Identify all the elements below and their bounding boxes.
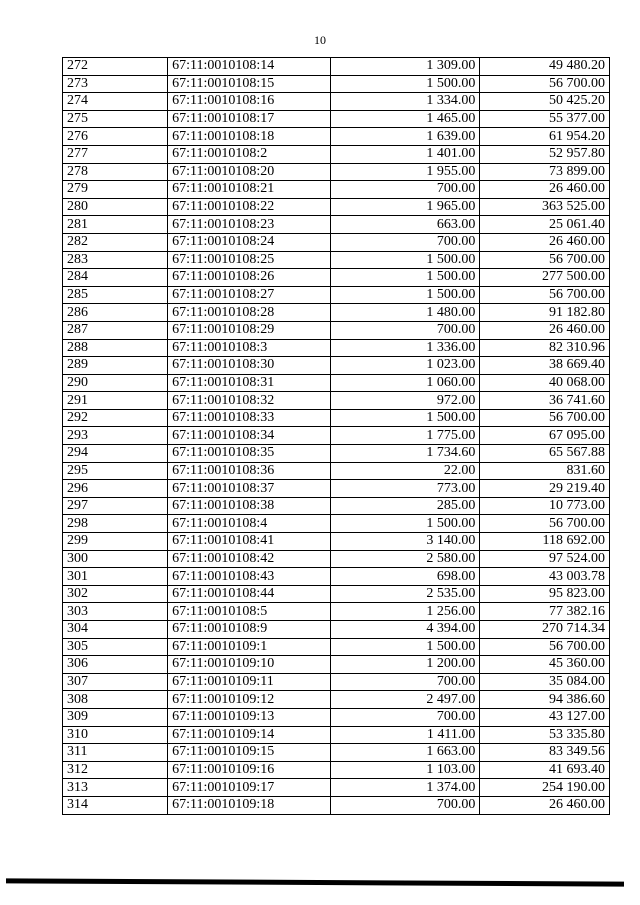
cadastral-number-cell: 67:11:0010108:27 bbox=[168, 286, 331, 304]
area-cell: 1 023.00 bbox=[331, 357, 480, 375]
table-row bbox=[63, 110, 610, 128]
table-row bbox=[63, 603, 610, 621]
row-number-cell: 290 bbox=[63, 374, 168, 392]
value-cell: 56 700.00 bbox=[480, 409, 610, 427]
table-row bbox=[63, 233, 610, 251]
table-row bbox=[63, 145, 610, 163]
table-row bbox=[63, 550, 610, 568]
area-cell: 700.00 bbox=[331, 796, 480, 814]
cadastral-number-cell: 67:11:0010108:18 bbox=[168, 128, 331, 146]
area-cell: 1 480.00 bbox=[331, 304, 480, 322]
row-number-cell: 298 bbox=[63, 515, 168, 533]
value-cell: 26 460.00 bbox=[480, 233, 610, 251]
row-number-cell: 295 bbox=[63, 462, 168, 480]
table-body bbox=[63, 58, 610, 815]
row-number-cell: 311 bbox=[63, 744, 168, 762]
table-row bbox=[63, 744, 610, 762]
table-row bbox=[63, 533, 610, 551]
row-number-cell: 293 bbox=[63, 427, 168, 445]
area-cell: 1 465.00 bbox=[331, 110, 480, 128]
row-number-cell: 299 bbox=[63, 533, 168, 551]
area-cell: 4 394.00 bbox=[331, 621, 480, 639]
cadastral-number-cell: 67:11:0010108:41 bbox=[168, 533, 331, 551]
area-cell: 1 500.00 bbox=[331, 409, 480, 427]
area-cell: 1 309.00 bbox=[331, 58, 480, 76]
table-row bbox=[63, 339, 610, 357]
cadastral-number-cell: 67:11:0010108:4 bbox=[168, 515, 331, 533]
cadastral-number-cell: 67:11:0010109:10 bbox=[168, 656, 331, 674]
area-cell: 1 103.00 bbox=[331, 761, 480, 779]
value-cell: 82 310.96 bbox=[480, 339, 610, 357]
row-number-cell: 277 bbox=[63, 145, 168, 163]
table-row bbox=[63, 779, 610, 797]
cadastral-number-cell: 67:11:0010108:21 bbox=[168, 181, 331, 199]
table-row bbox=[63, 480, 610, 498]
table-row bbox=[63, 726, 610, 744]
cadastral-number-cell: 67:11:0010109:17 bbox=[168, 779, 331, 797]
row-number-cell: 291 bbox=[63, 392, 168, 410]
table-row bbox=[63, 392, 610, 410]
cadastral-number-cell: 67:11:0010108:32 bbox=[168, 392, 331, 410]
cadastral-number-cell: 67:11:0010108:28 bbox=[168, 304, 331, 322]
area-cell: 1 500.00 bbox=[331, 251, 480, 269]
value-cell: 55 377.00 bbox=[480, 110, 610, 128]
value-cell: 77 382.16 bbox=[480, 603, 610, 621]
value-cell: 43 003.78 bbox=[480, 568, 610, 586]
cadastral-number-cell: 67:11:0010109:15 bbox=[168, 744, 331, 762]
cadastral-number-cell: 67:11:0010108:9 bbox=[168, 621, 331, 639]
table-row bbox=[63, 673, 610, 691]
cadastral-number-cell: 67:11:0010109:16 bbox=[168, 761, 331, 779]
area-cell: 1 500.00 bbox=[331, 75, 480, 93]
area-cell: 1 500.00 bbox=[331, 286, 480, 304]
table-row bbox=[63, 568, 610, 586]
row-number-cell: 286 bbox=[63, 304, 168, 322]
table-row bbox=[63, 621, 610, 639]
area-cell: 1 500.00 bbox=[331, 269, 480, 287]
area-cell: 1 411.00 bbox=[331, 726, 480, 744]
area-cell: 22.00 bbox=[331, 462, 480, 480]
table-row bbox=[63, 691, 610, 709]
area-cell: 1 500.00 bbox=[331, 638, 480, 656]
area-cell: 700.00 bbox=[331, 321, 480, 339]
area-cell: 972.00 bbox=[331, 392, 480, 410]
cadastral-number-cell: 67:11:0010108:17 bbox=[168, 110, 331, 128]
area-cell: 700.00 bbox=[331, 708, 480, 726]
area-cell: 1 060.00 bbox=[331, 374, 480, 392]
cadastral-number-cell: 67:11:0010108:22 bbox=[168, 198, 331, 216]
cadastral-number-cell: 67:11:0010109:11 bbox=[168, 673, 331, 691]
area-cell: 2 497.00 bbox=[331, 691, 480, 709]
value-cell: 61 954.20 bbox=[480, 128, 610, 146]
cadastral-number-cell: 67:11:0010109:13 bbox=[168, 708, 331, 726]
row-number-cell: 292 bbox=[63, 409, 168, 427]
area-cell: 2 535.00 bbox=[331, 585, 480, 603]
cadastral-number-cell: 67:11:0010108:24 bbox=[168, 233, 331, 251]
table-row bbox=[63, 321, 610, 339]
value-cell: 36 741.60 bbox=[480, 392, 610, 410]
table-row bbox=[63, 269, 610, 287]
cadastral-number-cell: 67:11:0010108:44 bbox=[168, 585, 331, 603]
row-number-cell: 284 bbox=[63, 269, 168, 287]
row-number-cell: 313 bbox=[63, 779, 168, 797]
row-number-cell: 303 bbox=[63, 603, 168, 621]
area-cell: 663.00 bbox=[331, 216, 480, 234]
value-cell: 97 524.00 bbox=[480, 550, 610, 568]
area-cell: 2 580.00 bbox=[331, 550, 480, 568]
value-cell: 45 360.00 bbox=[480, 656, 610, 674]
area-cell: 773.00 bbox=[331, 480, 480, 498]
row-number-cell: 307 bbox=[63, 673, 168, 691]
table-row bbox=[63, 128, 610, 146]
row-number-cell: 305 bbox=[63, 638, 168, 656]
cadastral-number-cell: 67:11:0010108:36 bbox=[168, 462, 331, 480]
area-cell: 700.00 bbox=[331, 673, 480, 691]
table-row bbox=[63, 357, 610, 375]
table-row bbox=[63, 638, 610, 656]
value-cell: 10 773.00 bbox=[480, 497, 610, 515]
bottom-rule bbox=[6, 878, 624, 886]
value-cell: 26 460.00 bbox=[480, 181, 610, 199]
value-cell: 26 460.00 bbox=[480, 321, 610, 339]
value-cell: 91 182.80 bbox=[480, 304, 610, 322]
row-number-cell: 282 bbox=[63, 233, 168, 251]
value-cell: 94 386.60 bbox=[480, 691, 610, 709]
cadastral-number-cell: 67:11:0010108:33 bbox=[168, 409, 331, 427]
table-row bbox=[63, 286, 610, 304]
row-number-cell: 314 bbox=[63, 796, 168, 814]
area-cell: 1 336.00 bbox=[331, 339, 480, 357]
table-row bbox=[63, 445, 610, 463]
area-cell: 1 200.00 bbox=[331, 656, 480, 674]
value-cell: 35 084.00 bbox=[480, 673, 610, 691]
row-number-cell: 272 bbox=[63, 58, 168, 76]
value-cell: 52 957.80 bbox=[480, 145, 610, 163]
cadastral-table bbox=[62, 57, 610, 815]
area-cell: 1 334.00 bbox=[331, 93, 480, 111]
cadastral-number-cell: 67:11:0010108:38 bbox=[168, 497, 331, 515]
table-row bbox=[63, 462, 610, 480]
area-cell: 3 140.00 bbox=[331, 533, 480, 551]
table-row bbox=[63, 75, 610, 93]
row-number-cell: 276 bbox=[63, 128, 168, 146]
area-cell: 1 965.00 bbox=[331, 198, 480, 216]
value-cell: 50 425.20 bbox=[480, 93, 610, 111]
row-number-cell: 310 bbox=[63, 726, 168, 744]
cadastral-number-cell: 67:11:0010108:30 bbox=[168, 357, 331, 375]
table-row bbox=[63, 181, 610, 199]
area-cell: 698.00 bbox=[331, 568, 480, 586]
row-number-cell: 304 bbox=[63, 621, 168, 639]
value-cell: 56 700.00 bbox=[480, 286, 610, 304]
cadastral-number-cell: 67:11:0010108:34 bbox=[168, 427, 331, 445]
cadastral-number-cell: 67:11:0010109:14 bbox=[168, 726, 331, 744]
value-cell: 831.60 bbox=[480, 462, 610, 480]
area-cell: 1 955.00 bbox=[331, 163, 480, 181]
value-cell: 41 693.40 bbox=[480, 761, 610, 779]
cadastral-number-cell: 67:11:0010109:1 bbox=[168, 638, 331, 656]
row-number-cell: 273 bbox=[63, 75, 168, 93]
row-number-cell: 279 bbox=[63, 181, 168, 199]
area-cell: 1 374.00 bbox=[331, 779, 480, 797]
table-row bbox=[63, 93, 610, 111]
row-number-cell: 309 bbox=[63, 708, 168, 726]
table-row bbox=[63, 216, 610, 234]
value-cell: 25 061.40 bbox=[480, 216, 610, 234]
area-cell: 285.00 bbox=[331, 497, 480, 515]
row-number-cell: 283 bbox=[63, 251, 168, 269]
value-cell: 118 692.00 bbox=[480, 533, 610, 551]
table-row bbox=[63, 497, 610, 515]
row-number-cell: 301 bbox=[63, 568, 168, 586]
cadastral-number-cell: 67:11:0010108:5 bbox=[168, 603, 331, 621]
value-cell: 95 823.00 bbox=[480, 585, 610, 603]
table-row bbox=[63, 796, 610, 814]
cadastral-number-cell: 67:11:0010108:26 bbox=[168, 269, 331, 287]
value-cell: 56 700.00 bbox=[480, 75, 610, 93]
area-cell: 700.00 bbox=[331, 181, 480, 199]
cadastral-number-cell: 67:11:0010108:20 bbox=[168, 163, 331, 181]
area-cell: 1 734.60 bbox=[331, 445, 480, 463]
table-row bbox=[63, 409, 610, 427]
area-cell: 1 775.00 bbox=[331, 427, 480, 445]
value-cell: 29 219.40 bbox=[480, 480, 610, 498]
value-cell: 56 700.00 bbox=[480, 515, 610, 533]
cadastral-number-cell: 67:11:0010108:15 bbox=[168, 75, 331, 93]
cadastral-number-cell: 67:11:0010109:12 bbox=[168, 691, 331, 709]
row-number-cell: 296 bbox=[63, 480, 168, 498]
cadastral-number-cell: 67:11:0010108:23 bbox=[168, 216, 331, 234]
value-cell: 38 669.40 bbox=[480, 357, 610, 375]
area-cell: 1 663.00 bbox=[331, 744, 480, 762]
value-cell: 40 068.00 bbox=[480, 374, 610, 392]
row-number-cell: 297 bbox=[63, 497, 168, 515]
row-number-cell: 289 bbox=[63, 357, 168, 375]
value-cell: 65 567.88 bbox=[480, 445, 610, 463]
cadastral-number-cell: 67:11:0010108:29 bbox=[168, 321, 331, 339]
value-cell: 56 700.00 bbox=[480, 638, 610, 656]
table-row bbox=[63, 708, 610, 726]
table-row bbox=[63, 58, 610, 76]
cadastral-number-cell: 67:11:0010108:2 bbox=[168, 145, 331, 163]
row-number-cell: 287 bbox=[63, 321, 168, 339]
table-row bbox=[63, 374, 610, 392]
area-cell: 1 401.00 bbox=[331, 145, 480, 163]
value-cell: 277 500.00 bbox=[480, 269, 610, 287]
table-row bbox=[63, 515, 610, 533]
table-row bbox=[63, 251, 610, 269]
cadastral-number-cell: 67:11:0010108:3 bbox=[168, 339, 331, 357]
row-number-cell: 294 bbox=[63, 445, 168, 463]
table-row bbox=[63, 585, 610, 603]
value-cell: 73 899.00 bbox=[480, 163, 610, 181]
cadastral-number-cell: 67:11:0010108:37 bbox=[168, 480, 331, 498]
row-number-cell: 285 bbox=[63, 286, 168, 304]
cadastral-number-cell: 67:11:0010108:35 bbox=[168, 445, 331, 463]
table-row bbox=[63, 427, 610, 445]
table-row bbox=[63, 198, 610, 216]
value-cell: 49 480.20 bbox=[480, 58, 610, 76]
row-number-cell: 302 bbox=[63, 585, 168, 603]
table-row bbox=[63, 656, 610, 674]
row-number-cell: 308 bbox=[63, 691, 168, 709]
row-number-cell: 278 bbox=[63, 163, 168, 181]
cadastral-number-cell: 67:11:0010108:14 bbox=[168, 58, 331, 76]
value-cell: 254 190.00 bbox=[480, 779, 610, 797]
cadastral-number-cell: 67:11:0010108:16 bbox=[168, 93, 331, 111]
row-number-cell: 274 bbox=[63, 93, 168, 111]
value-cell: 270 714.34 bbox=[480, 621, 610, 639]
table-row bbox=[63, 761, 610, 779]
area-cell: 1 639.00 bbox=[331, 128, 480, 146]
row-number-cell: 300 bbox=[63, 550, 168, 568]
row-number-cell: 275 bbox=[63, 110, 168, 128]
page-number: 10 bbox=[314, 33, 326, 47]
value-cell: 56 700.00 bbox=[480, 251, 610, 269]
cadastral-number-cell: 67:11:0010109:18 bbox=[168, 796, 331, 814]
area-cell: 700.00 bbox=[331, 233, 480, 251]
row-number-cell: 288 bbox=[63, 339, 168, 357]
row-number-cell: 306 bbox=[63, 656, 168, 674]
area-cell: 1 256.00 bbox=[331, 603, 480, 621]
value-cell: 363 525.00 bbox=[480, 198, 610, 216]
cadastral-number-cell: 67:11:0010108:42 bbox=[168, 550, 331, 568]
cadastral-number-cell: 67:11:0010108:31 bbox=[168, 374, 331, 392]
value-cell: 53 335.80 bbox=[480, 726, 610, 744]
area-cell: 1 500.00 bbox=[331, 515, 480, 533]
cadastral-number-cell: 67:11:0010108:43 bbox=[168, 568, 331, 586]
value-cell: 67 095.00 bbox=[480, 427, 610, 445]
row-number-cell: 281 bbox=[63, 216, 168, 234]
value-cell: 43 127.00 bbox=[480, 708, 610, 726]
table-row bbox=[63, 163, 610, 181]
cadastral-number-cell: 67:11:0010108:25 bbox=[168, 251, 331, 269]
row-number-cell: 280 bbox=[63, 198, 168, 216]
value-cell: 26 460.00 bbox=[480, 796, 610, 814]
value-cell: 83 349.56 bbox=[480, 744, 610, 762]
row-number-cell: 312 bbox=[63, 761, 168, 779]
table-row bbox=[63, 304, 610, 322]
